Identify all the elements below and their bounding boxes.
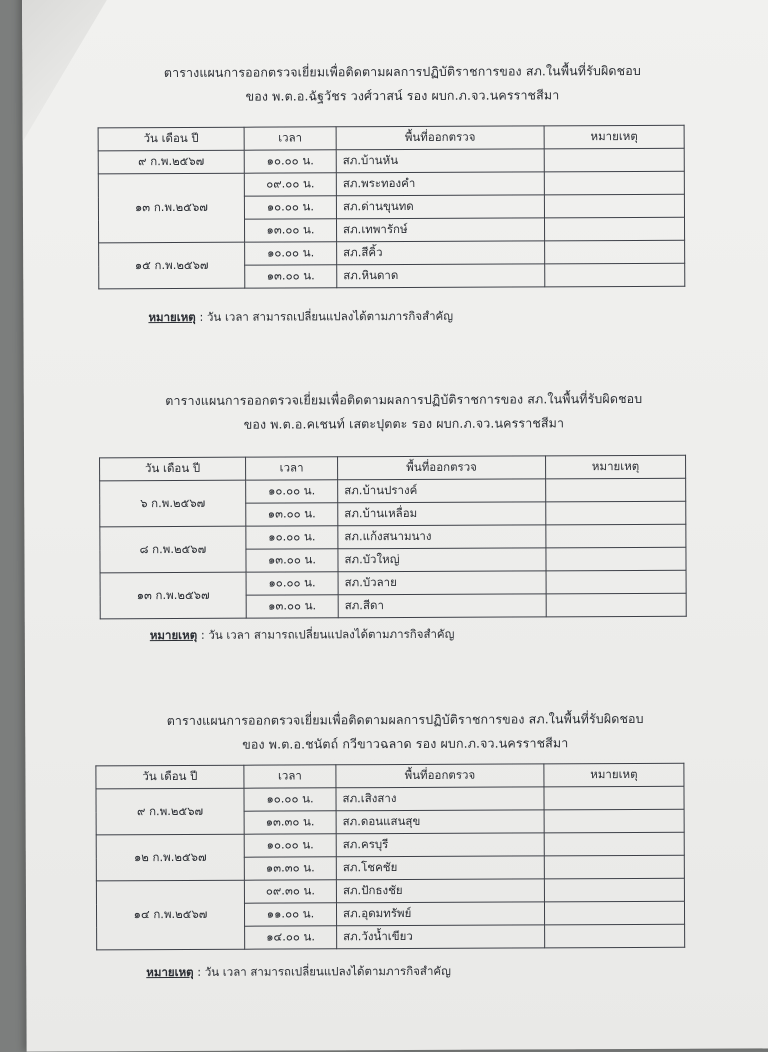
- section-heading: [24, 386, 768, 437]
- heading-line: ของ พ.ต.อ.ชนัตถ์ กวีขาวฉลาด รอง ผบก.ภ.จว.นครราชสีมา: [242, 735, 569, 752]
- area-cell: สภ.ปักธงชัย: [336, 879, 544, 903]
- time-cell: ๐๙.๐๐ น.: [244, 173, 336, 196]
- section-heading: [25, 706, 768, 757]
- area-cell: สภ.ดอนแสนสุข: [336, 810, 544, 834]
- column-header-remark: หมายเหตุ: [544, 763, 684, 787]
- area-cell: สภ.เทพารักษ์: [336, 218, 544, 242]
- heading-line: ของ พ.ต.อ.ฉัฐวัชร วงศ์วาสน์ รอง ผบก.ภ.จว.นครราชสีมา: [245, 87, 560, 104]
- area-cell: สภ.บ้านหัน: [336, 149, 544, 173]
- time-cell: ๑๓.๐๐ น.: [245, 265, 337, 288]
- date-cell: ๑๔ ก.พ.๒๕๖๗: [96, 880, 244, 950]
- area-cell: สภ.เสิงสาง: [336, 787, 544, 811]
- column-header-remark: หมายเหตุ: [544, 125, 684, 149]
- heading-line: ตารางแผนการออกตรวจเยี่ยมเพื่อติดตามผลการปฏิบัติราชการของ สภ.ในพื้นที่รับผิดชอบ: [165, 390, 643, 409]
- remark-cell: [546, 547, 686, 571]
- remark-cell: [546, 478, 686, 502]
- table-header-row: [100, 455, 686, 481]
- time-cell: ๐๙.๓๐ น.: [244, 880, 336, 903]
- time-cell: ๑๐.๐๐ น.: [246, 572, 338, 595]
- date-cell: ๑๕ ก.พ.๒๕๖๗: [99, 242, 245, 289]
- remark-cell: [544, 832, 684, 856]
- remark-cell: [546, 570, 686, 594]
- table-row: [100, 570, 686, 596]
- footnote-text: : วัน เวลา สามารถเปลี่ยนแปลงได้ตามภารกิจสำคัญ: [197, 626, 455, 642]
- time-cell: ๑๓.๐๐ น.: [244, 219, 336, 242]
- table-header-row: [96, 763, 684, 789]
- column-header-time: เวลา: [244, 765, 336, 788]
- footnote-label: หมายเหตุ: [148, 309, 196, 325]
- table-row: [100, 478, 686, 504]
- footnote-text: : วัน เวลา สามารถเปลี่ยนแปลงได้ตามภารกิจสำคัญ: [195, 308, 454, 324]
- time-cell: ๑๓.๐๐ น.: [246, 595, 338, 618]
- area-cell: สภ.ด่านขุนทด: [336, 195, 544, 219]
- time-cell: ๑๐.๐๐ น.: [245, 242, 337, 265]
- heading-line: ตารางแผนการออกตรวจเยี่ยมเพื่อติดตามผลการปฏิบัติราชการของ สภ.ในพื้นที่รับผิดชอบ: [163, 62, 641, 81]
- remark-cell: [544, 217, 684, 241]
- table-row: [99, 240, 685, 266]
- table-row: [98, 171, 684, 197]
- table-row: [98, 148, 684, 174]
- table-header-row: [98, 125, 684, 151]
- column-header-date: วัน เดือน ปี: [96, 765, 244, 789]
- area-cell: สภ.บัวใหญ่: [338, 548, 546, 572]
- schedule-table: [98, 125, 686, 290]
- time-cell: ๑๐.๐๐ น.: [246, 480, 338, 503]
- remark-cell: [546, 524, 686, 548]
- area-cell: สภ.สีคิ้ว: [337, 241, 545, 265]
- date-cell: ๑๓ ก.พ.๒๕๖๗: [98, 173, 244, 243]
- section-heading: [22, 58, 768, 109]
- time-cell: ๑๐.๐๐ น.: [244, 834, 336, 857]
- column-header-area: พื้นที่ออกตรวจ: [336, 764, 544, 788]
- footnote-text: : วัน เวลา สามารถเปลี่ยนแปลงได้ตามภารกิจสำคัญ: [193, 963, 451, 979]
- paper-sheet: [22, 0, 768, 1052]
- remark-cell: [545, 240, 685, 264]
- time-cell: ๑๐.๐๐ น.: [244, 150, 336, 173]
- column-header-remark: หมายเหตุ: [546, 455, 686, 479]
- date-cell: ๘ ก.พ.๒๕๖๗: [100, 526, 246, 573]
- area-cell: สภ.แก้งสนามนาง: [338, 525, 546, 549]
- time-cell: ๑๐.๐๐ น.: [244, 196, 336, 219]
- remark-cell: [546, 501, 686, 525]
- date-cell: ๙ ก.พ.๒๕๖๗: [96, 788, 244, 835]
- area-cell: สภ.พระทองคำ: [336, 172, 544, 196]
- table-row: [96, 786, 684, 812]
- remark-cell: [544, 855, 684, 879]
- area-cell: สภ.โชคชัย: [336, 856, 544, 880]
- footnote-label: หมายเหตุ: [146, 964, 194, 980]
- time-cell: ๑๓.๐๐ น.: [246, 549, 338, 572]
- column-header-area: พื้นที่ออกตรวจ: [336, 126, 544, 150]
- column-header-date: วัน เดือน ปี: [100, 457, 246, 481]
- column-header-date: วัน เดือน ปี: [98, 127, 244, 151]
- time-cell: ๑๓.๓๐ น.: [244, 811, 336, 834]
- time-cell: ๑๐.๐๐ น.: [246, 526, 338, 549]
- table-row: [96, 832, 684, 858]
- remark-cell: [545, 263, 685, 287]
- area-cell: สภ.วังน้ำเขียว: [337, 925, 545, 949]
- remark-cell: [544, 148, 684, 172]
- date-cell: ๑๒ ก.พ.๒๕๖๗: [96, 834, 244, 881]
- time-cell: ๑๓.๓๐ น.: [244, 857, 336, 880]
- remark-cell: [546, 593, 686, 617]
- area-cell: สภ.หินดาด: [337, 264, 545, 288]
- table-row: [96, 878, 684, 904]
- time-cell: ๑๐.๐๐ น.: [244, 788, 336, 811]
- date-cell: ๙ ก.พ.๒๕๖๗: [98, 150, 244, 174]
- footnote: [150, 626, 455, 645]
- column-header-area: พื้นที่ออกตรวจ: [338, 456, 546, 480]
- column-header-time: เวลา: [246, 457, 338, 480]
- schedule-table: [95, 763, 685, 951]
- area-cell: สภ.ครบุรี: [336, 833, 544, 857]
- area-cell: สภ.อุดมทรัพย์: [336, 902, 544, 926]
- table-row: [100, 524, 686, 550]
- area-cell: สภ.บัวลาย: [338, 571, 546, 595]
- date-cell: ๑๓ ก.พ.๒๕๖๗: [100, 572, 246, 619]
- heading-line: ตารางแผนการออกตรวจเยี่ยมเพื่อติดตามผลการปฏิบัติราชการของ สภ.ในพื้นที่รับผิดชอบ: [166, 710, 644, 729]
- remark-cell: [544, 786, 684, 810]
- footnote: [146, 963, 451, 982]
- schedule-table: [99, 455, 687, 620]
- area-cell: สภ.บ้านเหลื่อม: [338, 502, 546, 526]
- remark-cell: [544, 809, 684, 833]
- date-cell: ๖ ก.พ.๒๕๖๗: [100, 480, 246, 527]
- footnote: [148, 308, 453, 327]
- remark-cell: [545, 924, 685, 948]
- time-cell: ๑๑.๐๐ น.: [244, 903, 336, 926]
- area-cell: สภ.บ้านปรางค์: [338, 479, 546, 503]
- time-cell: ๑๔.๐๐ น.: [245, 926, 337, 949]
- area-cell: สภ.สีดา: [338, 594, 546, 618]
- column-header-time: เวลา: [244, 127, 336, 150]
- remark-cell: [544, 878, 684, 902]
- heading-line: ของ พ.ต.อ.คเชนท์ เสตะปุตตะ รอง ผบก.ภ.จว.นครราชสีมา: [243, 415, 565, 432]
- remark-cell: [544, 194, 684, 218]
- remark-cell: [544, 901, 684, 925]
- footnote-label: หมายเหตุ: [149, 627, 198, 643]
- remark-cell: [544, 171, 684, 195]
- time-cell: ๑๓.๐๐ น.: [246, 503, 338, 526]
